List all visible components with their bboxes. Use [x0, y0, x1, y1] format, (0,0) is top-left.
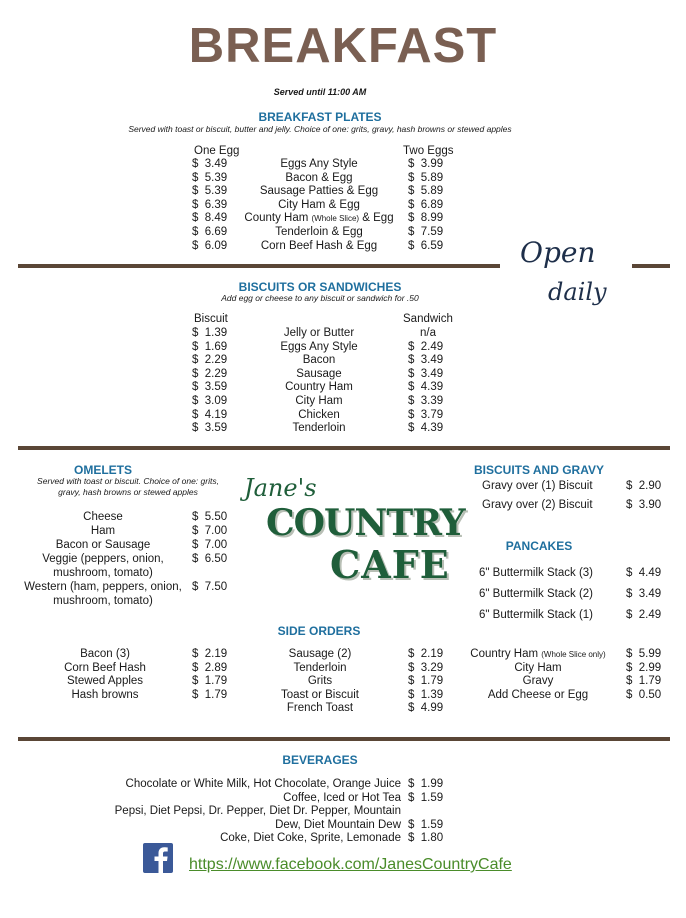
menu-item: Chocolate or White Milk, Hot Chocolate, Orange Juice — [125, 778, 401, 790]
logo-cafe: CAFE — [330, 542, 450, 587]
price: $ 1.79 — [192, 675, 228, 688]
divider — [18, 264, 500, 268]
price: $ 4.39 — [408, 422, 444, 435]
price: $ 3.09 — [192, 394, 228, 407]
price: $ 5.99 — [626, 648, 662, 660]
price: $ 3.99 — [408, 158, 444, 170]
price: $ 1.39 — [408, 688, 444, 701]
open-daily-line1: Open — [520, 236, 596, 269]
price: $ 7.59 — [408, 225, 444, 238]
two-eggs-header: Two Eggs — [403, 145, 454, 157]
price: $ 0.50 — [626, 688, 662, 701]
price: $ 1.79 — [408, 675, 444, 688]
price: $ 7.00 — [192, 525, 228, 537]
price: $ 4.19 — [192, 408, 228, 421]
menu-title: BREAKFAST — [188, 19, 498, 73]
plates-item-names — [234, 158, 404, 253]
price: $ 3.90 — [626, 499, 662, 511]
menu-item: Tenderloin — [292, 422, 346, 435]
one-egg-header: One Egg — [194, 145, 240, 157]
beverage-names — [60, 778, 401, 846]
biscuits-heading: BISCUITS OR SANDWICHES — [238, 280, 402, 294]
price: $ 3.29 — [408, 661, 444, 674]
pancakes-heading: PANCAKES — [505, 539, 573, 553]
menu-item: Gravy over (2) Biscuit — [482, 499, 593, 511]
price: $ 3.49 — [626, 588, 662, 600]
sandwich-prices — [408, 327, 468, 436]
price: $ 4.49 — [626, 567, 662, 579]
divider — [18, 737, 670, 741]
beverages-heading: BEVERAGES — [282, 753, 358, 767]
price: $ 1.79 — [192, 688, 228, 701]
menu-item: City Ham & Egg — [278, 198, 360, 211]
price: n/a — [420, 327, 436, 339]
price: $ 2.29 — [192, 367, 228, 380]
price: $ 5.89 — [408, 185, 444, 198]
menu-item: Eggs Any Style — [280, 340, 358, 353]
menu-item: Tenderloin — [293, 661, 347, 674]
menu-item: Grits — [307, 675, 333, 688]
price: $ 3.49 — [408, 354, 444, 367]
biscuit-header: Biscuit — [194, 313, 228, 325]
price: $ 4.39 — [408, 381, 444, 394]
price: $ 1.79 — [626, 675, 662, 688]
sides-col1-prices — [192, 648, 252, 702]
menu-item: County Ham (Whole Slice) & Egg — [244, 212, 394, 225]
sides-col2-names — [250, 648, 390, 716]
price: $ 3.49 — [192, 158, 228, 170]
price — [408, 805, 468, 819]
menu-item: Dew, Diet Mountain Dew — [275, 818, 401, 831]
facebook-icon[interactable] — [143, 843, 173, 873]
sides-col3-prices — [626, 648, 681, 702]
menu-item: Country Ham (Whole Slice only) — [470, 648, 606, 660]
price: $ 4.99 — [408, 702, 444, 715]
price: $ 2.19 — [408, 648, 444, 660]
price: $ 2.99 — [626, 661, 662, 674]
price: $ 6.50 — [192, 553, 228, 565]
price: $ 5.39 — [192, 185, 228, 198]
menu-item: Pepsi, Diet Pepsi, Dr. Pepper, Diet Dr. Pepper, Mountain — [114, 805, 401, 818]
biscuit-item-names — [234, 327, 404, 436]
menu-item: 6" Buttermilk Stack (2) — [479, 588, 594, 600]
price: $ 5.89 — [408, 171, 444, 184]
menu-item: City Ham — [514, 661, 562, 674]
price: $ 1.59 — [408, 818, 444, 831]
menu-item: Toast or Biscuit — [281, 688, 359, 701]
price: $ 2.49 — [408, 340, 444, 353]
menu-item: Ham — [90, 525, 116, 537]
price: $ 1.39 — [192, 327, 228, 339]
plates-two-eggs-prices — [408, 158, 468, 253]
menu-item: Chicken — [298, 408, 340, 421]
price: $ 6.39 — [192, 198, 228, 211]
served-until: Served until 11:00 AM — [273, 87, 367, 97]
menu-item: Hash browns — [71, 688, 139, 701]
menu-item: Gravy — [522, 675, 554, 688]
menu-item: Corn Beef Hash & Egg — [260, 239, 378, 252]
price: $ 2.90 — [626, 480, 662, 492]
menu-item: Sausage — [296, 367, 342, 380]
price: $ 1.99 — [408, 778, 444, 790]
divider — [18, 446, 670, 450]
price: $ 1.69 — [192, 340, 228, 353]
price: $ 5.39 — [192, 171, 228, 184]
price: $ 1.59 — [408, 791, 444, 804]
biscuits-gravy-heading: BISCUITS AND GRAVY — [473, 463, 604, 477]
menu-item: Eggs Any Style — [280, 158, 358, 170]
facebook-link[interactable]: https://www.facebook.com/JanesCountryCafe — [189, 856, 512, 873]
menu-item: Stewed Apples — [66, 675, 144, 688]
price: $ 2.19 — [192, 648, 228, 660]
breakfast-plates-heading: BREAKFAST PLATES — [258, 110, 382, 124]
menu-item: 6" Buttermilk Stack (1) — [479, 609, 594, 621]
menu-item: Cheese — [83, 511, 123, 523]
price: $ 7.00 — [192, 539, 228, 551]
side-orders-heading: SIDE ORDERS — [277, 624, 361, 638]
menu-item: Jelly or Butter — [283, 327, 355, 339]
biscuits-note: Add egg or cheese to any biscuit or sandwich for .50 — [221, 293, 419, 303]
menu-item: Coke, Diet Coke, Sprite, Lemonade — [220, 832, 401, 845]
menu-item: Veggie (peppers, onion, mushroom, tomato) — [42, 553, 164, 579]
sides-col3-names — [464, 648, 612, 702]
price: $ 6.89 — [408, 198, 444, 211]
price: $ 3.39 — [408, 394, 444, 407]
menu-item: Corn Beef Hash — [64, 661, 146, 674]
price: $ 3.59 — [192, 422, 228, 435]
menu-item: Bacon or Sausage — [55, 539, 151, 551]
omelet-names — [20, 511, 186, 609]
price: $ 6.09 — [192, 239, 228, 252]
open-daily-line2: daily — [548, 278, 607, 306]
menu-item: Sausage (2) — [288, 648, 352, 660]
logo-janes: Jane's — [244, 474, 317, 502]
price: $ 2.29 — [192, 354, 228, 367]
menu-item: Country Ham — [285, 381, 353, 394]
menu-item: Coffee, Iced or Hot Tea — [283, 791, 401, 804]
beverage-prices — [408, 778, 468, 846]
menu-item: Add Cheese or Egg — [487, 688, 589, 701]
logo-country: COUNTRY — [266, 502, 465, 544]
price: $ 3.49 — [408, 367, 444, 380]
price: $ 7.50 — [192, 581, 228, 593]
price: $ 3.79 — [408, 408, 444, 421]
menu-item: Sausage Patties & Egg — [259, 185, 379, 198]
breakfast-plates-note: Served with toast or biscuit, butter and jelly. Choice of one: grits, gravy, hash browns or stewed apples — [128, 124, 512, 134]
sides-col2-prices — [408, 648, 468, 716]
price: $ 8.49 — [192, 212, 228, 225]
menu-item: 6" Buttermilk Stack (3) — [479, 567, 594, 579]
cafe-logo — [242, 472, 465, 590]
price: $ 2.89 — [192, 661, 228, 674]
menu-item: Tenderloin & Egg — [275, 225, 363, 238]
menu-item: French Toast — [286, 702, 354, 715]
omelets-note: Served with toast or biscuit. Choice of one: grits, gravy, hash browns or stewed apples — [37, 476, 219, 497]
menu-item: Bacon — [302, 354, 336, 367]
price: $ 5.50 — [192, 511, 228, 523]
sandwich-header: Sandwich — [403, 313, 453, 325]
omelets-heading: OMELETS — [73, 463, 132, 477]
menu-item: Gravy over (1) Biscuit — [482, 480, 593, 492]
price: $ 8.99 — [408, 212, 444, 225]
price: $ 2.49 — [626, 609, 662, 621]
price: $ 6.69 — [192, 225, 228, 238]
price: $ 6.59 — [408, 239, 444, 252]
sides-col1-names — [30, 648, 180, 702]
price: $ 3.59 — [192, 381, 228, 394]
menu-item: Bacon (3) — [80, 648, 130, 660]
divider — [632, 264, 670, 268]
menu-item: City Ham — [295, 394, 343, 407]
menu-item: Bacon & Egg — [285, 171, 353, 184]
menu-item: Western (ham, peppers, onion, mushroom, tomato) — [24, 581, 182, 607]
price: $ 1.80 — [408, 832, 444, 845]
